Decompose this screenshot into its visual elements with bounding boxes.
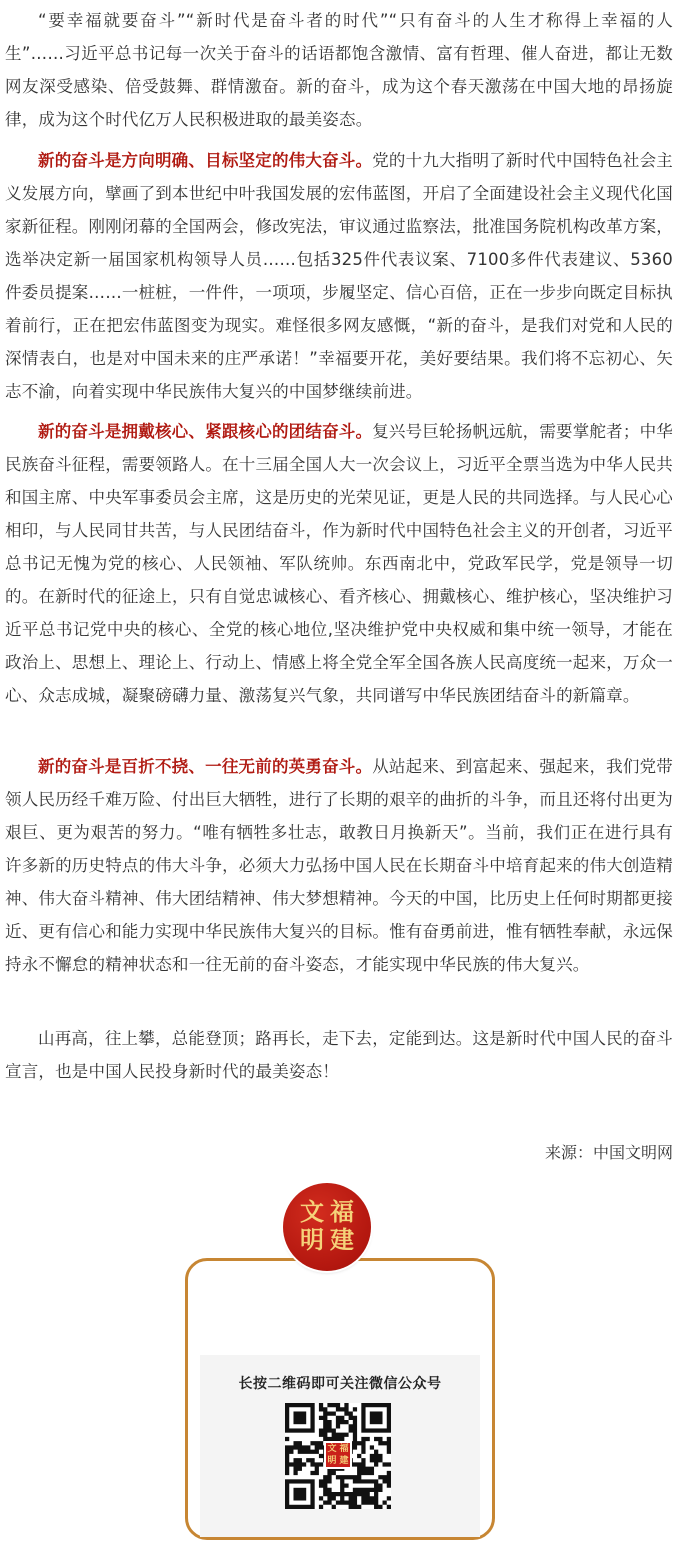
source-credit: 来源：中国文明网 (544, 1143, 673, 1162)
paragraph-intro: “要幸福就要奋斗”“新时代是奋斗者的时代”“只有奋斗的人生才称得上幸福的人生”……习近平总书记每一次关于奋斗的话语都饱含激情、富有哲理、催人奋进，都让无数网友深受感染、倍受鼓舞、群情激奋。新的奋斗，成为这个春天激荡在中国大地的昂扬旋律，成为这个时代亿万人民积极进取的最美姿态。 (5, 11, 673, 129)
paragraph-body: 党的十九大指明了新时代中国特色社会主义发展方向，擘画了到本世纪中叶我国发展的宏伟蓝图，开启了全面建设社会主义现代化国家新征程。刚刚闭幕的全国两会，修改宪法，审议通过监察法，批准国务院机构改革方案，选举决定新一届国家机构领导人员……包括325件代表议案、7100多件代表建议、5360件委员提案……一桩桩，一件件，一项项，步履坚定、信心百倍，正在一步步向既定目标执着前行，正在把宏伟蓝图变为现实。难怪很多网友感慨，“新的奋斗，是我们对党和人民的深情表白，也是对中国未来的庄严承诺！”幸福要开花，美好要结果。我们将不忘初心、矢志不渝，向着实现中华民族伟大复兴的中国梦继续前进。 (5, 151, 673, 401)
seal-char: 福 (330, 1197, 354, 1226)
seal-char: 建 (330, 1225, 354, 1254)
paragraph-brave (5, 750, 673, 981)
paragraph-lead: 新的奋斗是百折不挠、一往无前的英勇奋斗。 (38, 757, 373, 776)
qr-caption: 长按二维码即可关注微信公众号 (238, 1376, 442, 1392)
qr-logo-char: 建 (339, 1455, 349, 1466)
qr-center-logo (324, 1441, 352, 1469)
qr-code[interactable] (285, 1403, 391, 1509)
qr-finder-pattern (363, 1405, 388, 1430)
paragraph-direction (5, 144, 673, 408)
qr-finder-pattern (287, 1481, 312, 1506)
seal-char: 文 (300, 1197, 324, 1226)
paragraph-body: 从站起来、到富起来、强起来，我们党带领人民历经千难万险、付出巨大牺牲，进行了长期的艰辛的曲折的斗争，而且还将付出更为艰巨、更为艰苦的努力。“唯有牺牲多壮志，敢教日月换新天”。当前，我们正在进行具有许多新的历史特点的伟大斗争，必须大力弘扬中国人民在长期奋斗中培育起来的伟大创造精神、伟大奋斗精神、伟大团结精神、伟大梦想精神。今天的中国，比历史上任何时期都更接近、更有信心和能力实现中华民族伟大复兴的目标。惟有奋勇前进，惟有牺牲奉献，永远保持永不懈怠的精神状态和一往无前的奋斗姿态，才能实现中华民族的伟大复兴。 (5, 757, 673, 974)
paragraph-lead: 新的奋斗是方向明确、目标坚定的伟大奋斗。 (38, 151, 373, 170)
qr-logo-char: 明 (327, 1455, 337, 1466)
qr-finder-pattern (287, 1405, 312, 1430)
qr-logo-char: 文 (327, 1444, 337, 1454)
paragraph-core (5, 415, 673, 712)
paragraph-conclusion: 山再高，往上攀，总能登顶；路再长，走下去，定能到达。这是新时代中国人民的奋斗宣言，也是中国人民投身新时代的最美姿态！ (5, 1029, 673, 1081)
seal-char: 明 (300, 1225, 324, 1254)
paragraph-body: 复兴号巨轮扬帆远航，需要掌舵者；中华民族奋斗征程，需要领路人。在十三届全国人大一次会议上，习近平全票当选为中华人民共和国主席、中央军事委员会主席，这是历史的光荣见证，更是人民的共同选择。与人民心心相印，与人民同甘共苦，与人民团结奋斗，作为新时代中国特色社会主义的开创者，习近平总书记无愧为党的核心、人民领袖、军队统帅。东西南北中，党政军民学，党是领导一切的。在新时代的征途上，只有自觉忠诚核心、看齐核心、拥戴核心、维护核心，坚决维护习近平总书记党中央的核心、全党的核心地位,坚决维护党中央权威和集中统一领导，才能在政治上、思想上、理论上、行动上、情感上将全党全军全国各族人民高度统一起来，万众一心、众志成城，凝聚磅礴力量、激荡复兴气象，共同谱写中华民族团结奋斗的新篇章。 (5, 422, 673, 705)
qr-logo-char: 福 (339, 1444, 349, 1454)
logo-seal (283, 1183, 371, 1271)
paragraph-lead: 新的奋斗是拥戴核心、紧跟核心的团结奋斗。 (38, 422, 373, 441)
